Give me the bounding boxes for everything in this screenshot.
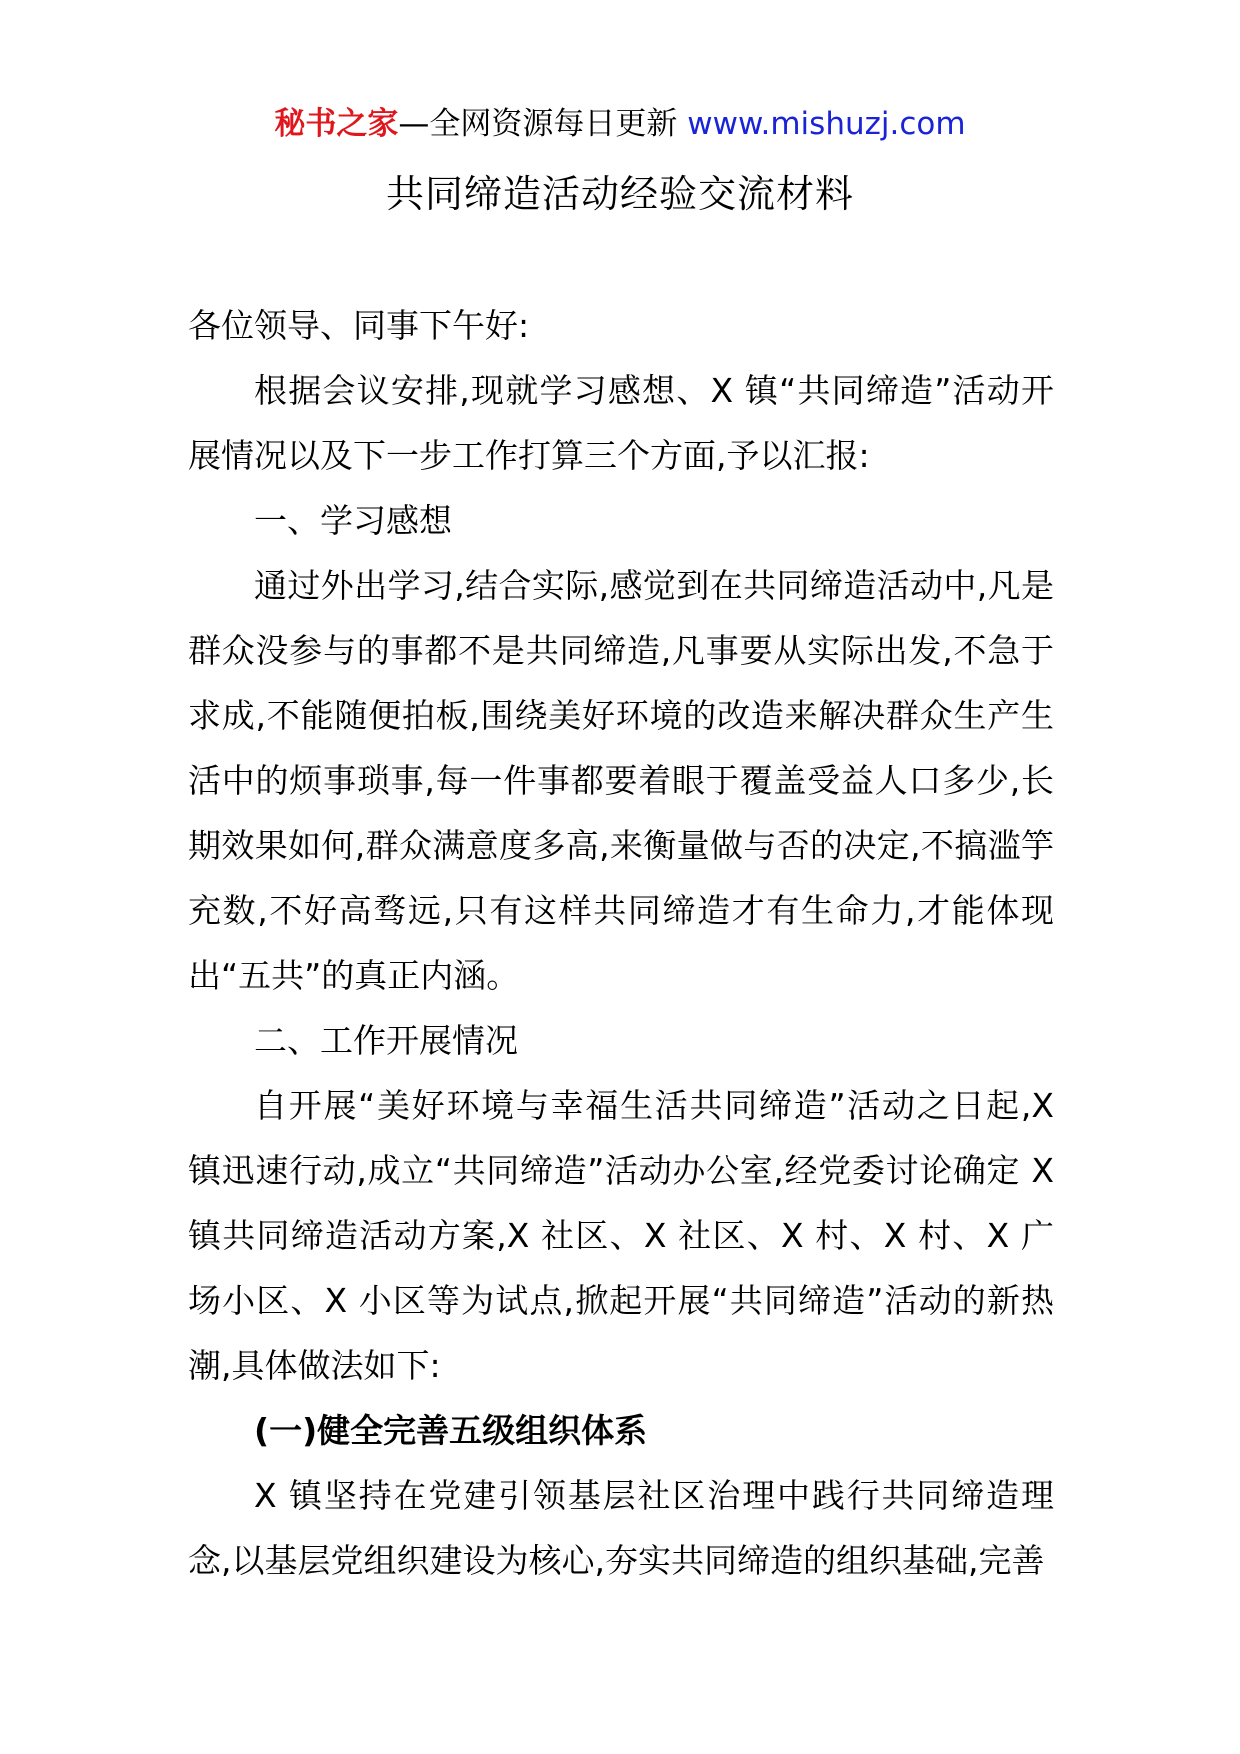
- site-url[interactable]: www.mishuzj.com: [687, 106, 966, 142]
- salutation-paragraph: 各位领导、同事下午好:: [188, 306, 530, 345]
- section-heading-1: 一、学习感想: [254, 501, 452, 540]
- site-header: [0, 100, 1240, 148]
- site-slogan: —全网资源每日更新: [398, 106, 678, 142]
- section-2-paragraph: 自开展“美好环境与幸福生活共同缔造”活动之日起,X 镇迅速行动,成立“共同缔造”活动办公室,经党委讨论确定 X 镇共同缔造活动方案,X 社区、X 社区、X 村、X 村、X 广场小区、X 小区等为试点,掀起开展“共同缔造”活动的新热潮,具体做法如下:: [188, 1086, 1054, 1385]
- site-brand: 秘书之家: [274, 106, 399, 142]
- document-title: 共同缔造活动经验交流材料: [385, 172, 854, 216]
- section-heading-2: 二、工作开展情况: [254, 1021, 518, 1060]
- subsection-1-paragraph: X 镇坚持在党建引领基层社区治理中践行共同缔造理念,以基层党组织建设为核心,夯实共同缔造的组织基础,完善: [188, 1476, 1054, 1580]
- subsection-heading-1: (一)健全完善五级组织体系: [254, 1411, 648, 1450]
- intro-paragraph: 根据会议安排,现就学习感想、X 镇“共同缔造”活动开展情况以及下一步工作打算三个方面,予以汇报:: [188, 371, 1054, 475]
- document-body: [188, 293, 1054, 1593]
- section-1-paragraph: 通过外出学习,结合实际,感觉到在共同缔造活动中,凡是群众没参与的事都不是共同缔造,凡事要从实际出发,不急于求成,不能随便拍板,围绕美好环境的改造来解决群众生产生活中的烦事琐事,每一件事都要着眼于覆盖受益人口多少,长期效果如何,群众满意度多高,来衡量做与否的决定,不搞滥竽充数,不好高骛远,只有这样共同缔造才有生命力,才能体现出“五共”的真正内涵。: [188, 566, 1054, 995]
